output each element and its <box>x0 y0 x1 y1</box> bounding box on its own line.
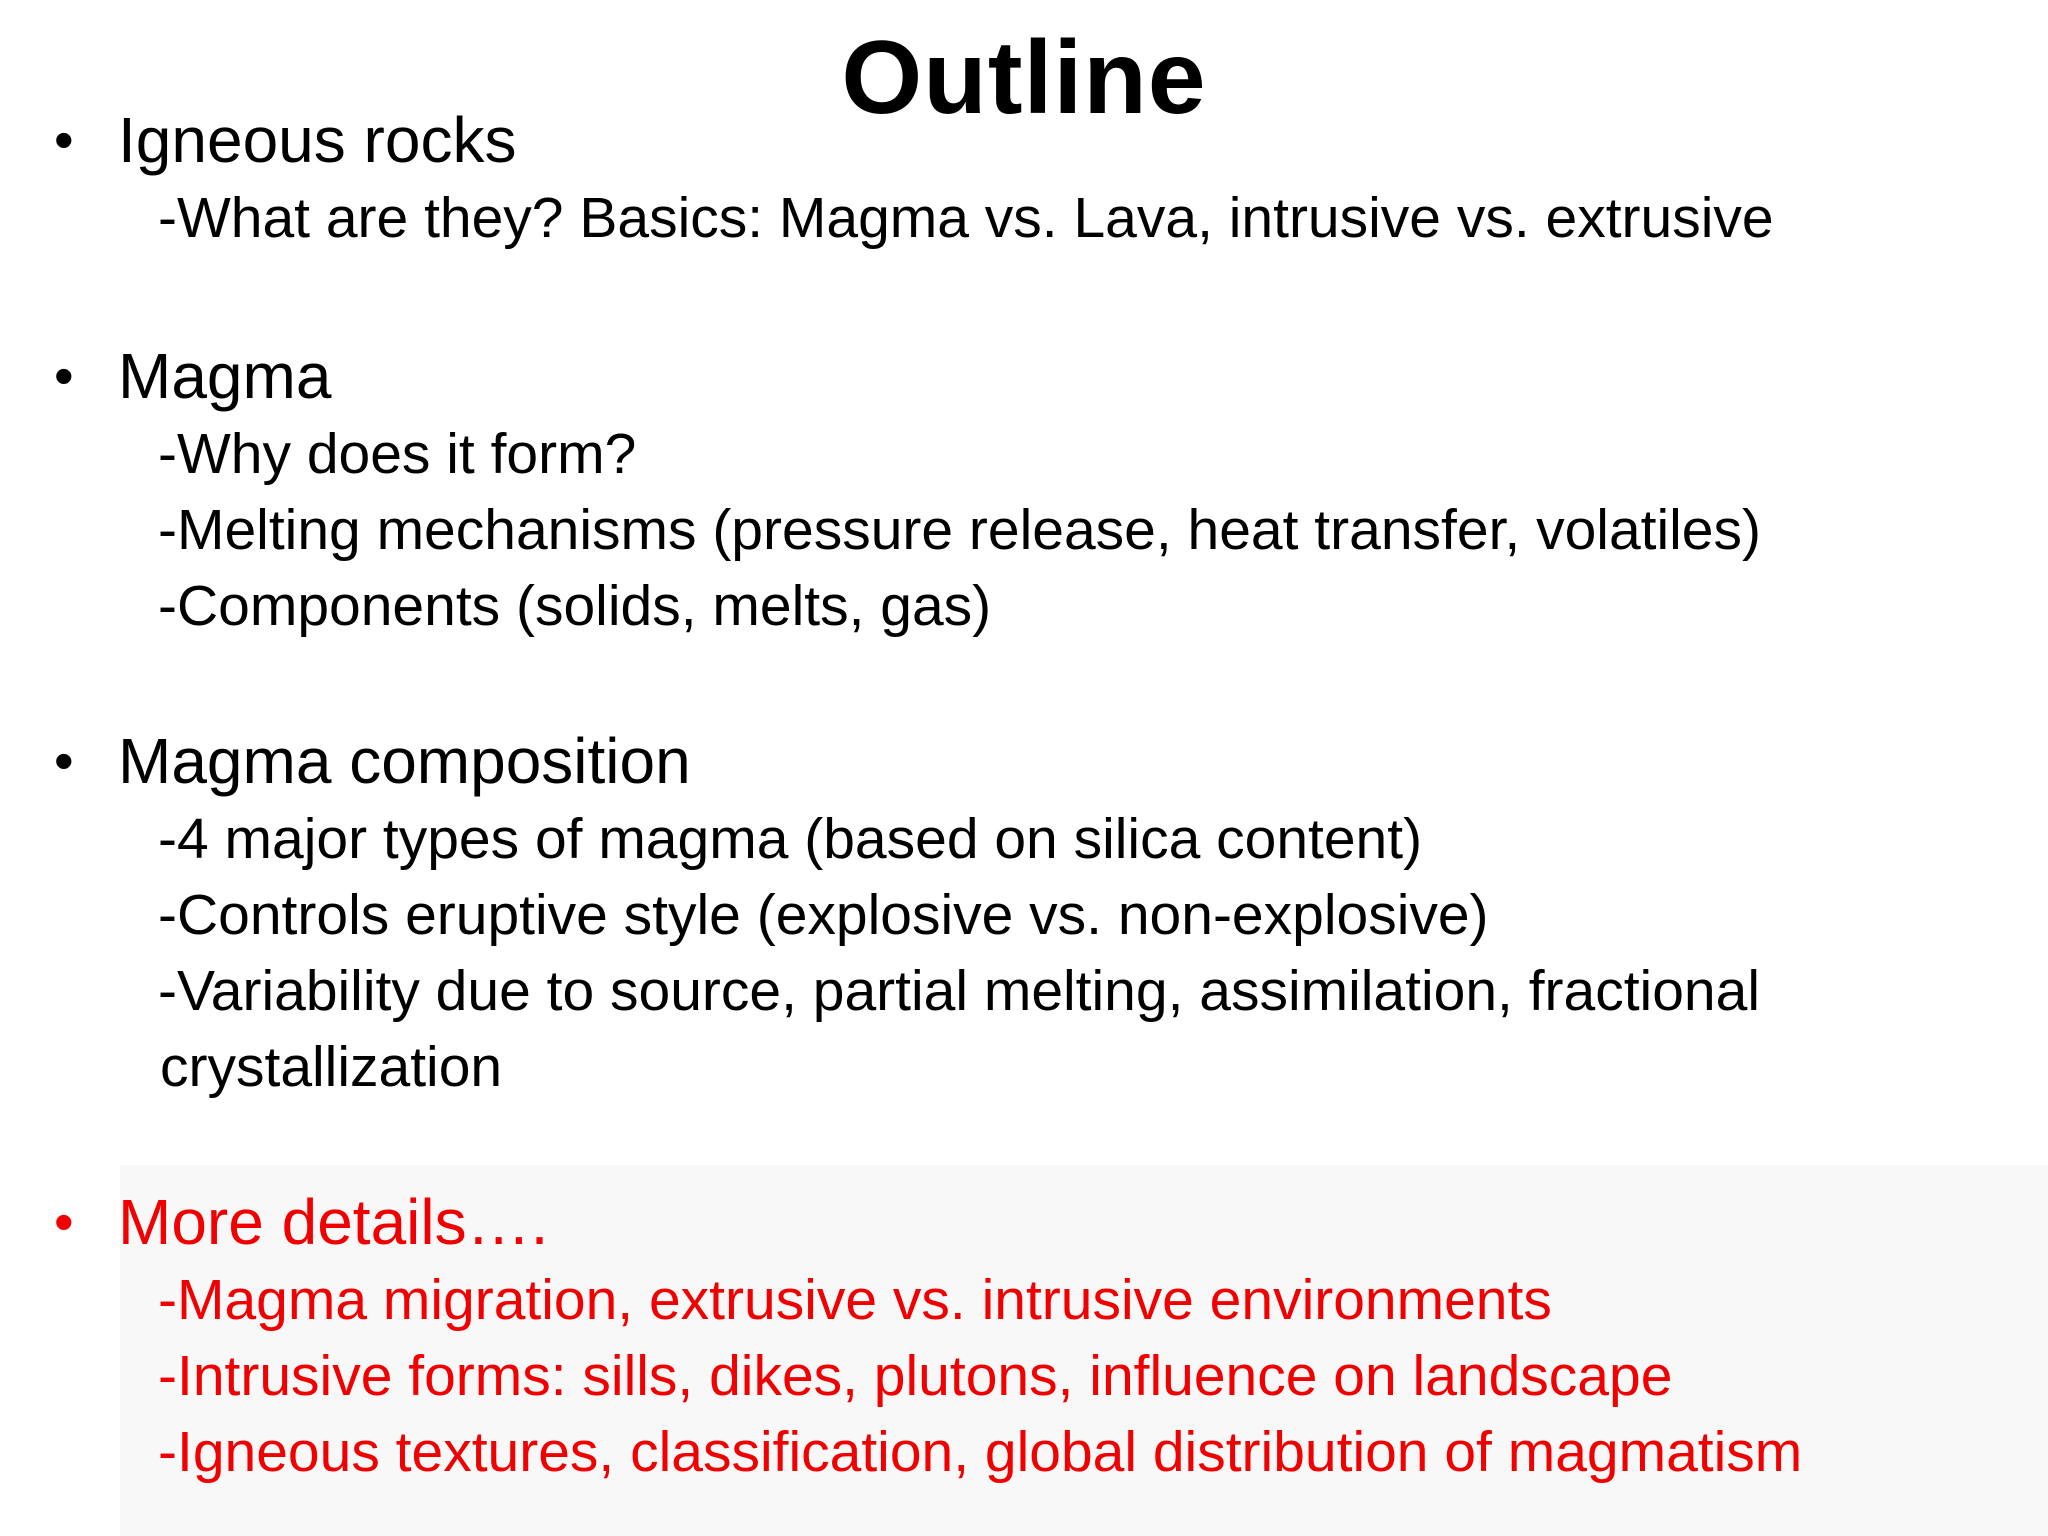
bullet-icon: • <box>54 1190 74 1253</box>
bullet-icon: • <box>54 344 74 407</box>
bullet-icon: • <box>54 108 74 171</box>
sub-item: -Magma migration, extrusive vs. intrusive environments <box>158 1268 1552 1332</box>
sub-item: -Why does it form? <box>158 422 637 486</box>
sub-item: -Melting mechanisms (pressure release, heat transfer, volatiles) <box>158 498 1761 562</box>
sub-item: -Components (solids, melts, gas) <box>158 574 992 638</box>
sub-item: -What are they? Basics: Magma vs. Lava, intrusive vs. extrusive <box>158 186 1774 250</box>
section-heading: Magma composition <box>118 725 691 797</box>
sub-item: -4 major types of magma (based on silica content) <box>158 807 1423 871</box>
slide-title: Outline <box>841 20 1207 136</box>
section-heading: Magma <box>118 340 332 412</box>
sub-item: -Igneous textures, classification, global distribution of magmatism <box>158 1420 1803 1484</box>
sub-item: -Intrusive forms: sills, dikes, plutons, influence on landscape <box>158 1344 1673 1408</box>
section-heading: Igneous rocks <box>118 104 517 176</box>
sub-item-continuation: crystallization <box>160 1035 503 1099</box>
bullet-icon: • <box>54 729 74 792</box>
sub-item: -Controls eruptive style (explosive vs. non-explosive) <box>158 883 1489 947</box>
sub-item: -Variability due to source, partial melting, assimilation, fractional <box>158 959 1760 1023</box>
section-heading: More details…. <box>118 1186 549 1258</box>
